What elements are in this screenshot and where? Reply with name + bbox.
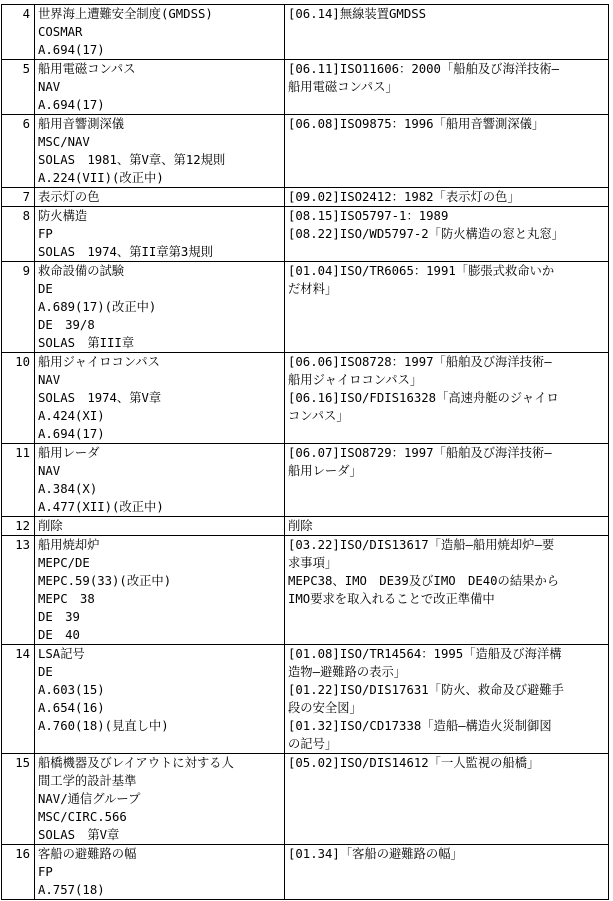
imo-subject-cell	[35, 517, 285, 536]
subject-reference: A.760(18)(見直し中)	[38, 719, 169, 733]
imo-subject-cell	[35, 60, 285, 115]
iso-standard-line: 船用レーダ」	[288, 464, 362, 478]
table-row	[2, 353, 609, 444]
iso-standard-line: コンパス」	[288, 409, 349, 423]
iso-standard-cell	[285, 207, 609, 262]
subject-title: 世界海上遭難安全制度(GMDSS)	[38, 7, 213, 21]
table-row	[2, 207, 609, 262]
subject-title: 削除	[38, 519, 63, 533]
subject-title: 船橋機器及びレイアウトに対する人	[38, 756, 234, 770]
table-row	[2, 5, 609, 60]
iso-standard-cell	[285, 188, 609, 207]
table-row	[2, 115, 609, 188]
iso-standard-line: の記号」	[288, 737, 338, 751]
iso-standard-cell	[285, 536, 609, 645]
iso-standard-line: 段の安全図」	[288, 701, 362, 715]
iso-standard-cell	[285, 645, 609, 754]
imo-subject-cell	[35, 262, 285, 353]
standards-table-body	[2, 5, 609, 900]
iso-standard-line: [06.14]無線装置GMDSS	[288, 7, 427, 21]
subject-reference: SOLAS 第III章	[38, 336, 135, 350]
iso-standard-line: 求事項」	[288, 556, 338, 570]
item-number: 6	[2, 115, 35, 188]
subject-reference: 間工学的設計基準	[38, 774, 137, 788]
subject-title: 船用レーダ	[38, 446, 100, 460]
subject-reference: COSMAR	[38, 25, 83, 39]
item-number: 8	[2, 207, 35, 262]
subject-reference: NAV/通信グループ	[38, 792, 141, 806]
iso-standard-line: 造物―避難路の表示」	[288, 665, 407, 679]
iso-standard-line: [01.08]ISO/TR14564：1995「造船及び海洋構	[288, 647, 562, 661]
subject-reference: FP	[38, 865, 53, 879]
subject-reference: MSC/NAV	[38, 135, 90, 149]
imo-subject-cell	[35, 645, 285, 754]
table-row	[2, 60, 609, 115]
subject-reference: NAV	[38, 373, 61, 387]
imo-subject-cell	[35, 444, 285, 517]
item-number: 10	[2, 353, 35, 444]
item-number: 11	[2, 444, 35, 517]
iso-standard-cell	[285, 60, 609, 115]
subject-reference: A.757(18)	[38, 883, 105, 897]
iso-standard-cell	[285, 5, 609, 60]
subject-reference: SOLAS 1981、第V章、第12規則	[38, 153, 226, 167]
imo-subject-cell	[35, 5, 285, 60]
subject-reference: A.477(XII)(改正中)	[38, 500, 164, 514]
iso-standard-cell	[285, 754, 609, 845]
table-row	[2, 645, 609, 754]
iso-standard-cell	[285, 444, 609, 517]
table-row	[2, 536, 609, 645]
subject-title: LSA記号	[38, 647, 85, 661]
subject-title: 船用焼却炉	[38, 538, 100, 552]
subject-title: 防火構造	[38, 209, 88, 223]
subject-title: 船用電磁コンパス	[38, 62, 136, 76]
subject-reference: SOLAS 1974、第V章	[38, 391, 162, 405]
imo-subject-cell	[35, 353, 285, 444]
iso-standard-line: 船用電磁コンパス」	[288, 80, 398, 94]
imo-subject-cell	[35, 845, 285, 900]
iso-standard-line: [09.02]ISO2412：1982「表示灯の色」	[288, 190, 520, 204]
iso-standard-line: IMO要求を取入れることで改正準備中	[288, 592, 495, 606]
iso-standard-line: [01.34]「客船の避難路の幅」	[288, 847, 463, 861]
subject-reference: SOLAS 1974、第II章第3規則	[38, 245, 213, 259]
iso-standard-line: [08.22]ISO/WD5797-2「防火構造の窓と丸窓」	[288, 227, 564, 241]
subject-title: 救命設備の試験	[38, 264, 125, 278]
subject-reference: NAV	[38, 80, 61, 94]
item-number: 13	[2, 536, 35, 645]
table-row	[2, 262, 609, 353]
imo-subject-cell	[35, 536, 285, 645]
subject-title: 船用音響測深儀	[38, 117, 125, 131]
iso-standard-cell	[285, 845, 609, 900]
subject-reference: MEPC.59(33)(改正中)	[38, 574, 172, 588]
table-row	[2, 845, 609, 900]
item-number: 16	[2, 845, 35, 900]
subject-reference: A.694(17)	[38, 427, 105, 441]
subject-reference: A.424(XI)	[38, 409, 105, 423]
subject-reference: DE 39	[38, 610, 80, 624]
imo-subject-cell	[35, 207, 285, 262]
iso-standard-line: [01.22]ISO/DIS17631「防火、救命及び避難手	[288, 683, 564, 697]
iso-standard-cell	[285, 353, 609, 444]
iso-standard-line: 船用ジャイロコンパス」	[288, 373, 423, 387]
iso-standard-line: [03.22]ISO/DIS13617「造船―船用焼却炉―要	[288, 538, 555, 552]
subject-reference: A.384(X)	[38, 482, 98, 496]
subject-reference: A.694(17)	[38, 98, 105, 112]
subject-reference: FP	[38, 227, 53, 241]
iso-standard-cell	[285, 517, 609, 536]
iso-standard-cell	[285, 262, 609, 353]
subject-reference: SOLAS 第V章	[38, 828, 120, 842]
subject-reference: MSC/CIRC.566	[38, 810, 127, 824]
subject-reference: MEPC 38	[38, 592, 95, 606]
iso-standard-line: だ材料」	[288, 282, 338, 296]
iso-standard-line: [06.11]ISO11606：2000「船舶及び海洋技術―	[288, 62, 560, 76]
iso-standard-line: [08.15]ISO5797-1：1989	[288, 209, 449, 223]
iso-standard-line: MEPC38、IMO DE39及びIMO DE40の結果から	[288, 574, 560, 588]
item-number: 9	[2, 262, 35, 353]
imo-subject-cell	[35, 188, 285, 207]
standards-table	[1, 4, 609, 900]
table-row	[2, 754, 609, 845]
item-number: 14	[2, 645, 35, 754]
subject-reference: DE	[38, 665, 53, 679]
item-number: 7	[2, 188, 35, 207]
imo-subject-cell	[35, 754, 285, 845]
iso-standard-line: [06.08]ISO9875：1996「船用音響測深儀」	[288, 117, 545, 131]
subject-reference: DE 40	[38, 628, 80, 642]
item-number: 5	[2, 60, 35, 115]
table-row	[2, 517, 609, 536]
subject-reference: A.694(17)	[38, 43, 105, 57]
subject-reference: DE 39/8	[38, 318, 95, 332]
subject-reference: A.689(17)(改正中)	[38, 300, 157, 314]
iso-standard-line: [06.07]ISO8729：1997「船舶及び海洋技術―	[288, 446, 552, 460]
iso-standard-line: [01.32]ISO/CD17338「造船―構造火災制御図	[288, 719, 552, 733]
subject-reference: A.654(16)	[38, 701, 105, 715]
subject-title: 船用ジャイロコンパス	[38, 355, 160, 369]
iso-standard-line: [06.06]ISO8728：1997「船舶及び海洋技術―	[288, 355, 552, 369]
item-number: 12	[2, 517, 35, 536]
subject-reference: A.603(15)	[38, 683, 105, 697]
item-number: 15	[2, 754, 35, 845]
subject-reference: A.224(VII)(改正中)	[38, 171, 164, 185]
subject-title: 客船の避難路の幅	[38, 847, 137, 861]
iso-standard-line: [05.02]ISO/DIS14612「一人監視の船橋」	[288, 756, 540, 770]
iso-standard-line: [01.04]ISO/TR6065：1991「膨張式救命いか	[288, 264, 555, 278]
table-row	[2, 188, 609, 207]
subject-reference: MEPC/DE	[38, 556, 90, 570]
iso-standard-line: [06.16]ISO/FDIS16328「高速舟艇のジャイロ	[288, 391, 559, 405]
table-row	[2, 444, 609, 517]
item-number: 4	[2, 5, 35, 60]
subject-title: 表示灯の色	[38, 190, 100, 204]
iso-standard-line: 削除	[288, 519, 313, 533]
subject-reference: DE	[38, 282, 53, 296]
iso-standard-cell	[285, 115, 609, 188]
subject-reference: NAV	[38, 464, 61, 478]
imo-subject-cell	[35, 115, 285, 188]
